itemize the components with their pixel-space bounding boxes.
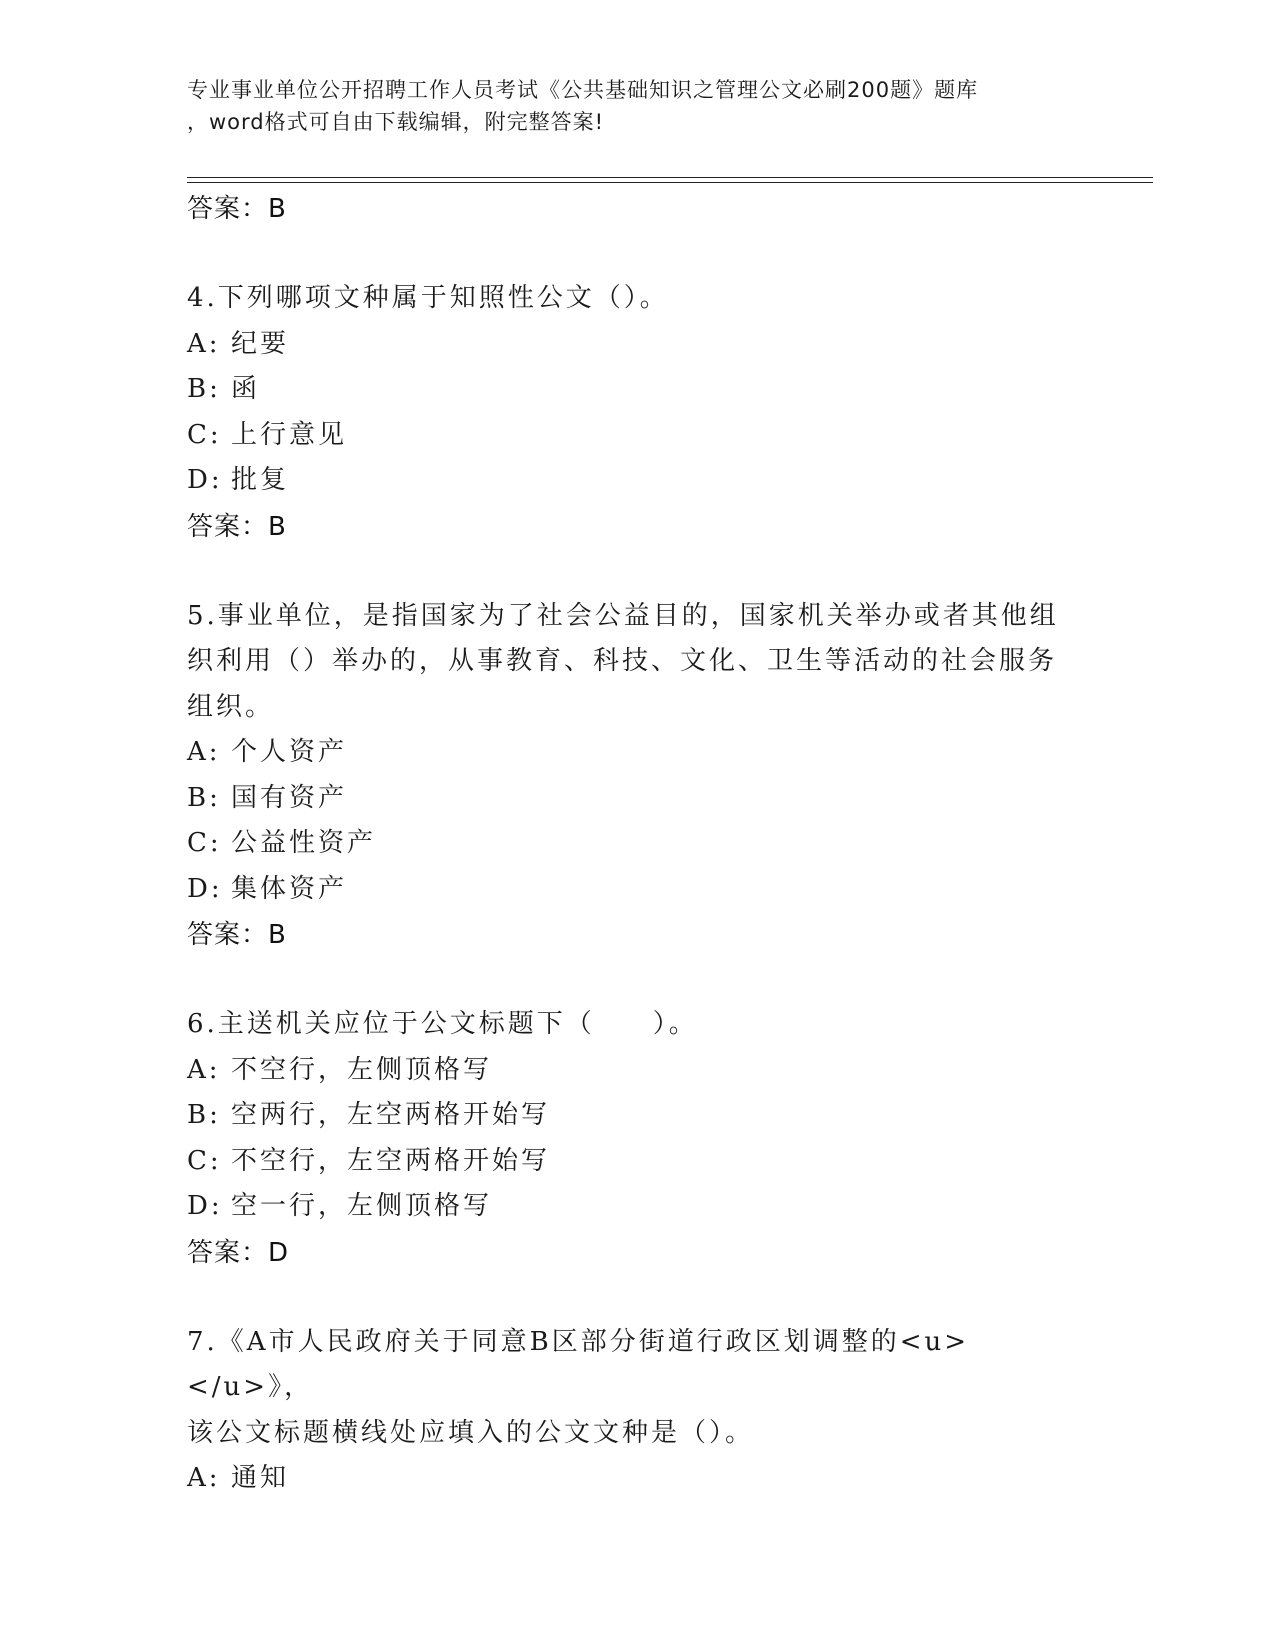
document-header	[187, 74, 1087, 138]
option-text: 通知	[231, 1463, 290, 1493]
question-stem: 7.《A市人民政府关于同意B区部分街道行政区划调整的<u></u>》，	[187, 1326, 970, 1402]
option-letter: C:	[187, 1145, 222, 1176]
option-text: 个人资产	[231, 737, 348, 767]
option-letter: C:	[187, 419, 222, 450]
option-item	[187, 413, 1087, 459]
question-stem: 6.主送机关应位于公文标题下（ ）。	[187, 1009, 698, 1039]
question-stem: 4.下列哪项文种属于知照性公文（）。	[187, 283, 669, 313]
option-letter: D:	[187, 873, 223, 904]
header-title-line1: 专业事业单位公开招聘工作人员考试《公共基础知识之管理公文必刷200题》题库	[187, 78, 979, 102]
question-block	[187, 1002, 1087, 1276]
answer-text: 答案：D	[187, 1237, 290, 1268]
option-text: 不空行，左侧顶格写	[231, 1054, 493, 1085]
question-stem: 织利用（）举办的，从事教育、科技、文化、卫生等活动的社会服务	[187, 646, 1058, 676]
option-text: 纪要	[231, 328, 290, 359]
header-divider-bottom	[187, 182, 1153, 183]
option-text: 函	[231, 374, 261, 404]
option-item	[187, 821, 1087, 867]
option-item	[187, 1456, 1087, 1502]
option-item	[187, 776, 1087, 822]
option-text: 集体资产	[231, 873, 348, 904]
option-item	[187, 1139, 1087, 1185]
answer-text: 答案：B	[187, 920, 287, 950]
header-divider-top	[187, 177, 1153, 178]
option-item	[187, 367, 1087, 413]
option-item	[187, 730, 1087, 776]
option-item	[187, 867, 1087, 913]
option-item	[187, 1184, 1087, 1230]
option-text: 上行意见	[231, 419, 348, 450]
option-text: 不空行，左空两格开始写	[231, 1145, 551, 1176]
answer-text: 答案：B	[187, 194, 287, 224]
option-letter: A:	[187, 328, 221, 359]
question-stem: 组织。	[187, 691, 275, 722]
header-title-line2: ，word格式可自由下载编辑，附完整答案!	[187, 110, 605, 134]
option-letter: B:	[187, 782, 221, 813]
option-item	[187, 1048, 1087, 1094]
option-text: 批复	[231, 465, 290, 495]
option-text: 国有资产	[231, 782, 348, 813]
question-stem: 该公文标题横线处应填入的公文文种是（）。	[187, 1417, 755, 1448]
option-letter: B:	[187, 374, 221, 404]
option-letter: D:	[187, 465, 223, 495]
question-block	[187, 594, 1087, 959]
option-text: 空一行，左侧顶格写	[231, 1191, 493, 1221]
option-item	[187, 322, 1087, 368]
option-item	[187, 458, 1087, 504]
option-letter: D:	[187, 1191, 223, 1221]
option-letter: B:	[187, 1100, 221, 1130]
answer-text: 答案：B	[187, 511, 287, 542]
option-letter: A:	[187, 1054, 221, 1085]
question-block	[187, 1320, 1087, 1502]
option-letter: C:	[187, 828, 222, 858]
option-text: 空两行，左空两格开始写	[231, 1100, 551, 1130]
option-text: 公益性资产	[231, 828, 377, 858]
option-letter: A:	[187, 1463, 221, 1493]
document-body	[187, 186, 1087, 1502]
question-block	[187, 276, 1087, 550]
option-letter: A:	[187, 737, 221, 767]
option-item	[187, 1093, 1087, 1139]
question-stem: 5.事业单位，是指国家为了社会公益目的，国家机关举办或者其他组	[187, 600, 1059, 631]
